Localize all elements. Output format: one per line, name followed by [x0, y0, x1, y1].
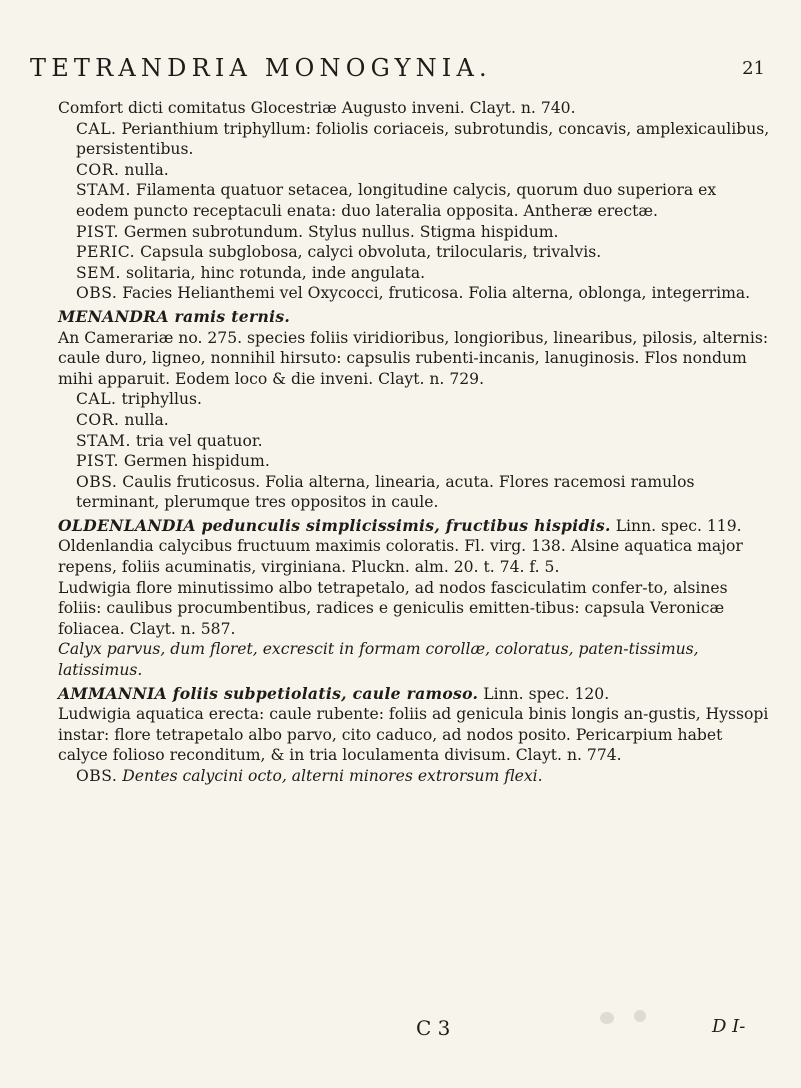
obs-label: OBS.: [76, 284, 118, 303]
page-footer: [0, 1016, 801, 1046]
stam-label: STAM.: [76, 181, 131, 200]
running-title: TETRANDRIA MONOGYNIA.: [30, 54, 492, 82]
menandra-stam: [58, 431, 773, 452]
comfort-cal: [58, 119, 773, 160]
page-number: 21: [742, 58, 765, 79]
comfort-obs: [58, 283, 773, 304]
comfort-sem: [58, 263, 773, 284]
comfort-pist: [58, 222, 773, 243]
obs-label: OBS.: [76, 767, 118, 785]
peric-label: PERIC.: [76, 243, 136, 262]
menandra-obs: [58, 472, 773, 513]
cor-label: COR.: [76, 160, 120, 179]
stam-label: STAM.: [76, 431, 131, 450]
menandra-pist: [58, 451, 773, 472]
menandra-title: MENANDRA ramis ternis.: [58, 306, 291, 326]
ammannia-heading: [58, 684, 773, 705]
cal-label: CAL.: [76, 390, 117, 409]
cal-text: triphyllus.: [121, 390, 203, 409]
body-text: [58, 98, 773, 787]
cor-text: nulla.: [124, 410, 169, 429]
catchword: D I-: [712, 1016, 746, 1037]
ammannia-text: Ludwigia aquatica erecta: caule rubente: foliis ad genicula binis longis an-gustis, Hyssopi instar: flore tetrapetalo albo parvo, cito caduco, ad nodos posito. Pericarpium habet calyce folioso reconditum, & in tria loculamenta divisum. Clayt. n. 774.: [58, 705, 769, 765]
oldenlandia-heading: [58, 516, 773, 537]
ammannia-ref: Linn. spec. 120.: [483, 684, 610, 703]
obs-text: Caulis fruticosus. Folia alterna, linearia, acuta. Flores racemosi ramulos terminant, plerumque tres oppositos in caule.: [76, 472, 695, 512]
sem-text: solitaria, hinc rotunda, inde angulata.: [125, 263, 426, 282]
obs-text: Dentes calycini octo, alterni minores extrorsum flexi.: [122, 767, 543, 785]
pist-label: PIST.: [76, 452, 119, 471]
cor-label: COR.: [76, 410, 120, 429]
pist-text: Germen hispidum.: [123, 452, 270, 471]
cal-label: CAL.: [76, 119, 117, 138]
menandra-cor: [58, 410, 773, 431]
ammannia-obs: [58, 766, 773, 787]
obs-label: OBS.: [76, 472, 118, 491]
obs-text: Facies Helianthemi vel Oxycocci, fruticosa. Folia alterna, oblonga, integerrima.: [122, 284, 751, 303]
comfort-intro: Comfort dicti comitatus Glocestriæ Augusto inveni. Clayt. n. 740.: [58, 99, 576, 117]
menandra-cal: [58, 389, 773, 410]
comfort-stam: [58, 180, 773, 221]
pist-text: Germen subrotundum. Stylus nullus. Stigma hispidum.: [123, 222, 559, 241]
oldenlandia-title: OLDENLANDIA pedunculis simplicissimis, fructibus hispidis.: [58, 515, 611, 535]
stam-text: tria vel quatuor.: [135, 431, 263, 450]
sem-label: SEM.: [76, 263, 121, 282]
menandra-text: An Camerariæ no. 275. species foliis viridioribus, longioribus, linearibus, pilosis, alternis: caule duro, ligneo, nonnihil hirsuto: capsulis rubenti-incanis, lanuginosis. Flos nondum mihi apparuit. Eodem loco & die inveni. Clayt. n. 729.: [58, 328, 769, 388]
peric-text: Capsula subglobosa, calyci obvoluta, trilocularis, trivalvis.: [140, 243, 602, 262]
ammannia-title: AMMANNIA foliis subpetiolatis, caule ramoso.: [58, 683, 479, 703]
ludwigia-text: Ludwigia flore minutissimo albo tetrapetalo, ad nodos fasciculatim confer-to, alsines foliis: caulibus procumbentibus, radices e geniculis emitten-tibus: capsula Veronicæ foliacea. Clayt. n. 587.: [58, 578, 728, 638]
comfort-cor: [58, 160, 773, 181]
pist-label: PIST.: [76, 222, 119, 241]
cal-text: Perianthium triphyllum: foliolis coriaceis, subrotundis, concavis, amplexicaulibus, persistentibus.: [76, 119, 770, 159]
signature-mark: C 3: [416, 1016, 451, 1040]
oldenlandia-text: Oldenlandia calycibus fructuum maximis coloratis. Fl. virg. 138. Alsine aquatica major repens, foliis acuminatis, virginiana. Pluckn. alm. 20. t. 74. f. 5.: [58, 537, 743, 577]
oldenlandia-ref: Linn. spec. 119.: [615, 516, 742, 535]
comfort-peric: [58, 242, 773, 263]
page-header: [30, 54, 765, 84]
calyx-description: Calyx parvus, dum floret, excrescit in formam corollæ, coloratus, paten-tissimus, latissimus.: [58, 640, 699, 680]
stam-text: Filamenta quatuor setacea, longitudine calycis, quorum duo superiora ex eodem puncto receptaculi enata: duo lateralia opposita. Antheræ erectæ.: [76, 181, 717, 220]
cor-text: nulla.: [124, 160, 169, 179]
